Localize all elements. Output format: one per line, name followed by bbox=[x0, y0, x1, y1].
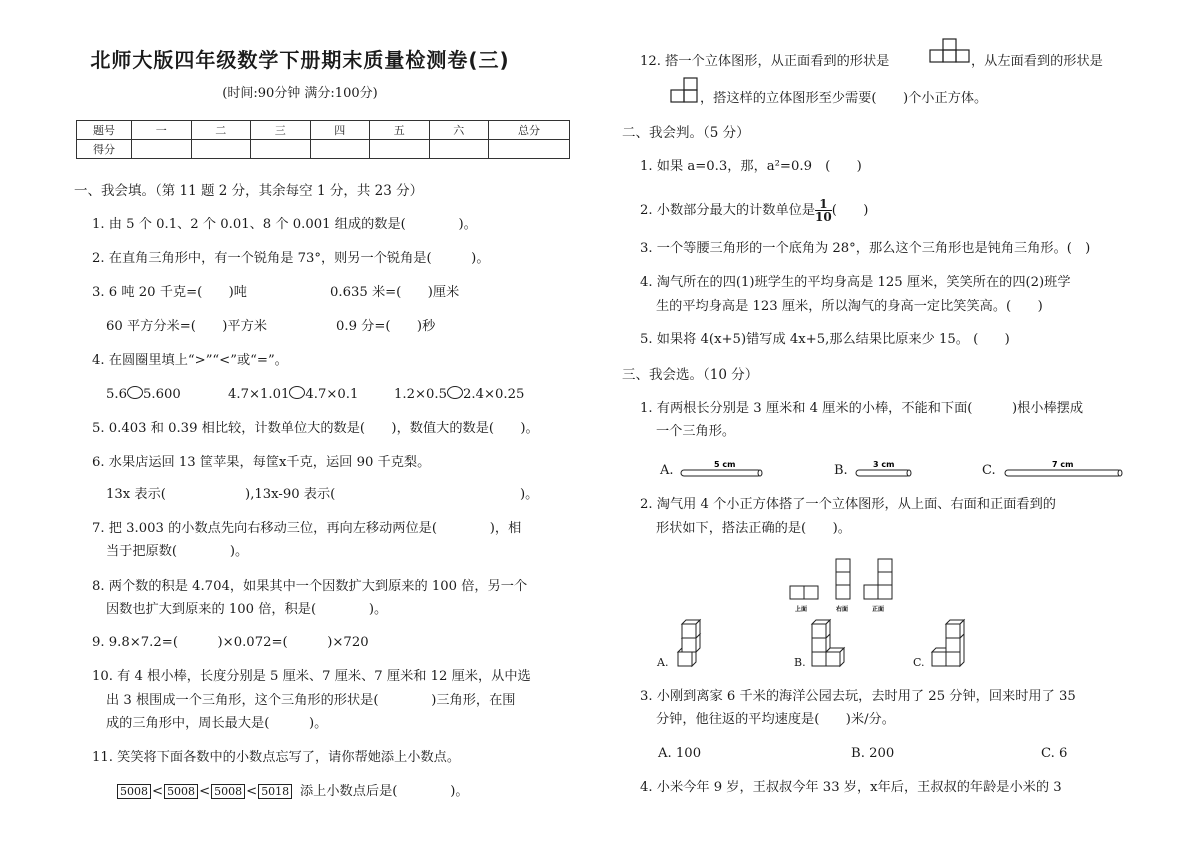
stick-5cm bbox=[680, 459, 766, 479]
number-box[interactable]: 5008 bbox=[211, 784, 245, 799]
s1-question-4: 4. 在圆圈里填上“>”“<”或“=”。 bbox=[92, 353, 288, 368]
s1-question-3a: 3. 6 吨 20 千克=( )吨 bbox=[92, 285, 247, 300]
score-input-cell[interactable] bbox=[310, 140, 370, 159]
s3-question-1a: 1. 有两根长分别是 3 厘米和 4 厘米的小棒，不能和下面( )根小棒摆成 bbox=[640, 401, 1084, 416]
number-box[interactable]: 5018 bbox=[258, 784, 292, 799]
q12-line2: ，搭这样的立体图形至少需要( )个小正方体。 bbox=[700, 91, 988, 106]
number-box[interactable]: 5008 bbox=[164, 784, 198, 799]
score-header-cell: 五 bbox=[370, 121, 430, 140]
s1-question-3b: 0.635 米=( )厘米 bbox=[330, 285, 460, 300]
score-header-cell: 四 bbox=[310, 121, 370, 140]
s1-question-7b: 当于把原数( )。 bbox=[106, 544, 249, 559]
s1-question-3d: 0.9 分=( )秒 bbox=[336, 319, 436, 334]
score-input-cell[interactable] bbox=[429, 140, 489, 159]
s1-question-10a: 10. 有 4 根小棒，长度分别是 5 厘米、7 厘米、7 厘米和 12 厘米，从中选 bbox=[92, 669, 531, 684]
answer-circle[interactable] bbox=[447, 386, 463, 399]
s2-question-3: 3. 一个等腰三角形的一个底角为 28°，那么这个三角形也是钝角三角形。( ) bbox=[640, 241, 1091, 256]
s2-question-5: 5. 如果将 4(x+5)错写成 4x+5,那么结果比原来少 15。 ( ) bbox=[640, 332, 1010, 347]
s2-question-2-paren: ( ) bbox=[831, 203, 869, 218]
s2-question-2 bbox=[640, 198, 868, 223]
stick-7cm bbox=[1004, 459, 1126, 479]
s1-question-3c: 60 平方分米=( )平方米 bbox=[106, 319, 267, 334]
option-b-letter: B. bbox=[834, 463, 848, 478]
s3-question-3a: 3. 小刚到离家 6 千米的海洋公园去玩，去时用了 25 分钟，回来时用了 35 bbox=[640, 689, 1076, 704]
score-input-cell[interactable] bbox=[489, 140, 570, 159]
s1-question-5: 5. 0.403 和 0.39 相比较，计数单位大的数是( )，数值大的数是( )。 bbox=[92, 421, 539, 436]
view-label-top: 上面 bbox=[795, 606, 808, 613]
s1-question-9: 9. 9.8×7.2=( )×0.072=( )×720 bbox=[92, 635, 369, 650]
s1-question-10b: 出 3 根围成一个三角形，这个三角形的形状是( )三角形，在围 bbox=[106, 693, 516, 708]
fraction-numerator: 1 bbox=[815, 198, 832, 211]
fraction bbox=[815, 198, 832, 223]
section1-heading: 一、我会填。（第 11 题 2 分，其余每空 1 分，共 23 分） bbox=[74, 183, 424, 199]
score-row-label: 得分 bbox=[77, 140, 132, 159]
compare-left: 4.7×1.01 bbox=[228, 387, 290, 402]
view-label-right: 右面 bbox=[836, 606, 849, 613]
cube-stack-c bbox=[928, 618, 974, 670]
fraction-denominator: 10 bbox=[815, 210, 832, 224]
s3-question-4: 4. 小米今年 9 岁，王叔叔今年 33 岁，x年后，王叔叔的年龄是小米的 3 bbox=[640, 780, 1062, 795]
number-box[interactable]: 5008 bbox=[117, 784, 151, 799]
s1-q4-item-3 bbox=[394, 386, 524, 404]
s2-question-2-text: 2. 小数部分最大的计数单位是 bbox=[640, 203, 816, 218]
s3-question-3b: 分钟，他往返的平均速度是( )米/分。 bbox=[656, 712, 895, 727]
view-option-b-letter: B. bbox=[794, 656, 806, 669]
s3-q3-option-c: C. 6 bbox=[1041, 746, 1068, 761]
compare-right: 5.600 bbox=[142, 387, 181, 402]
score-header-cell: 题号 bbox=[77, 121, 132, 140]
score-input-cell[interactable] bbox=[370, 140, 430, 159]
left-view-shape bbox=[670, 77, 698, 103]
section2-heading: 二、我会判。（5 分） bbox=[622, 125, 750, 141]
compare-right: 4.7×0.1 bbox=[305, 387, 359, 402]
s1-question-11-boxes: 5008 < 5008 < 5008 < 5018 bbox=[116, 783, 293, 801]
view-option-a-letter: A. bbox=[657, 656, 669, 669]
front-view-shape bbox=[929, 38, 971, 64]
s3-question-2a: 2. 淘气用 4 个小正方体搭了一个立体图形，从上面、右面和正面看到的 bbox=[640, 497, 1056, 512]
score-input-cell[interactable] bbox=[191, 140, 251, 159]
page-subtitle: (时间:90分钟 满分:100分) bbox=[222, 86, 378, 101]
answer-circle[interactable] bbox=[289, 386, 305, 399]
compare-left: 1.2×0.5 bbox=[394, 387, 447, 402]
s3-q3-option-b: B. 200 bbox=[851, 746, 895, 761]
s1-question-10c: 成的三角形中，周长最大是( )。 bbox=[106, 716, 328, 731]
s1-question-8a: 8. 两个数的积是 4.704，如果其中一个因数扩大到原来的 100 倍，另一个 bbox=[92, 579, 528, 594]
score-input-cell[interactable] bbox=[132, 140, 192, 159]
stick-3cm bbox=[855, 459, 915, 479]
q12-line1a: 12. 搭一个立体图形，从正面看到的形状是 bbox=[640, 54, 890, 69]
score-header-cell: 总分 bbox=[489, 121, 570, 140]
score-table bbox=[76, 120, 570, 159]
s1-question-6b: 13x 表示( ),13x-90 表示( )。 bbox=[106, 487, 539, 502]
s3-question-2b: 形状如下，搭法正确的是( )。 bbox=[656, 521, 851, 536]
s2-question-4b: 生的平均身高是 123 厘米，所以淘气的身高一定比笑笑高。( ) bbox=[656, 299, 1043, 314]
score-header-cell: 二 bbox=[191, 121, 251, 140]
view-option-c-letter: C. bbox=[913, 656, 925, 669]
score-header-cell: 一 bbox=[132, 121, 192, 140]
score-input-cell[interactable] bbox=[251, 140, 311, 159]
page-title: 北师大版四年级数学下册期末质量检测卷(三) bbox=[90, 48, 510, 72]
s3-q3-option-a: A. 100 bbox=[658, 746, 702, 761]
score-table-header-row bbox=[77, 121, 570, 140]
three-views-diagram bbox=[786, 553, 896, 615]
option-c-letter: C. bbox=[982, 463, 996, 478]
stick-label: 3 cm bbox=[873, 460, 895, 469]
s1-question-11: 11. 笑笑将下面各数中的小数点忘写了，请你帮她添上小数点。 bbox=[92, 750, 461, 765]
s1-question-2: 2. 在直角三角形中，有一个锐角是 73°，则另一个锐角是( )。 bbox=[92, 251, 490, 266]
q12-line1b: ，从左面看到的形状是 bbox=[971, 54, 1103, 69]
stick-label: 7 cm bbox=[1052, 460, 1074, 469]
compare-left: 5.6 bbox=[106, 387, 127, 402]
score-header-cell: 六 bbox=[429, 121, 489, 140]
score-table-score-row bbox=[77, 140, 570, 159]
s2-question-1: 1. 如果 a=0.3，那，a²=0.9 ( ) bbox=[640, 159, 862, 174]
s1-question-8b: 因数也扩大到原来的 100 倍，积是( )。 bbox=[106, 602, 388, 617]
s1-q4-item-2 bbox=[228, 386, 358, 404]
cube-stack-b bbox=[810, 618, 856, 670]
section3-heading: 三、我会选。（10 分） bbox=[622, 367, 759, 383]
s1-question-11-tail: 添上小数点后是( )。 bbox=[300, 784, 469, 799]
s1-question-1: 1. 由 5 个 0.1、2 个 0.01、8 个 0.001 组成的数是( )。 bbox=[92, 217, 477, 232]
s3-question-1b: 一个三角形。 bbox=[656, 424, 736, 439]
compare-right: 2.4×0.25 bbox=[463, 387, 525, 402]
answer-circle[interactable] bbox=[127, 386, 143, 399]
score-header-cell: 三 bbox=[251, 121, 311, 140]
stick-label: 5 cm bbox=[714, 460, 736, 469]
s1-question-6: 6. 水果店运回 13 筐苹果，每筐x千克，运回 90 千克梨。 bbox=[92, 455, 431, 470]
option-a-letter: A. bbox=[660, 463, 674, 478]
s1-question-7a: 7. 把 3.003 的小数点先向右移动三位，再向左移动两位是( )，相 bbox=[92, 521, 522, 536]
view-label-front: 正面 bbox=[872, 606, 885, 613]
cube-stack-a bbox=[676, 614, 716, 670]
s2-question-4a: 4. 淘气所在的四(1)班学生的平均身高是 125 厘米，笑笑所在的四(2)班学 bbox=[640, 275, 1071, 290]
s1-q4-item-1 bbox=[106, 386, 181, 404]
